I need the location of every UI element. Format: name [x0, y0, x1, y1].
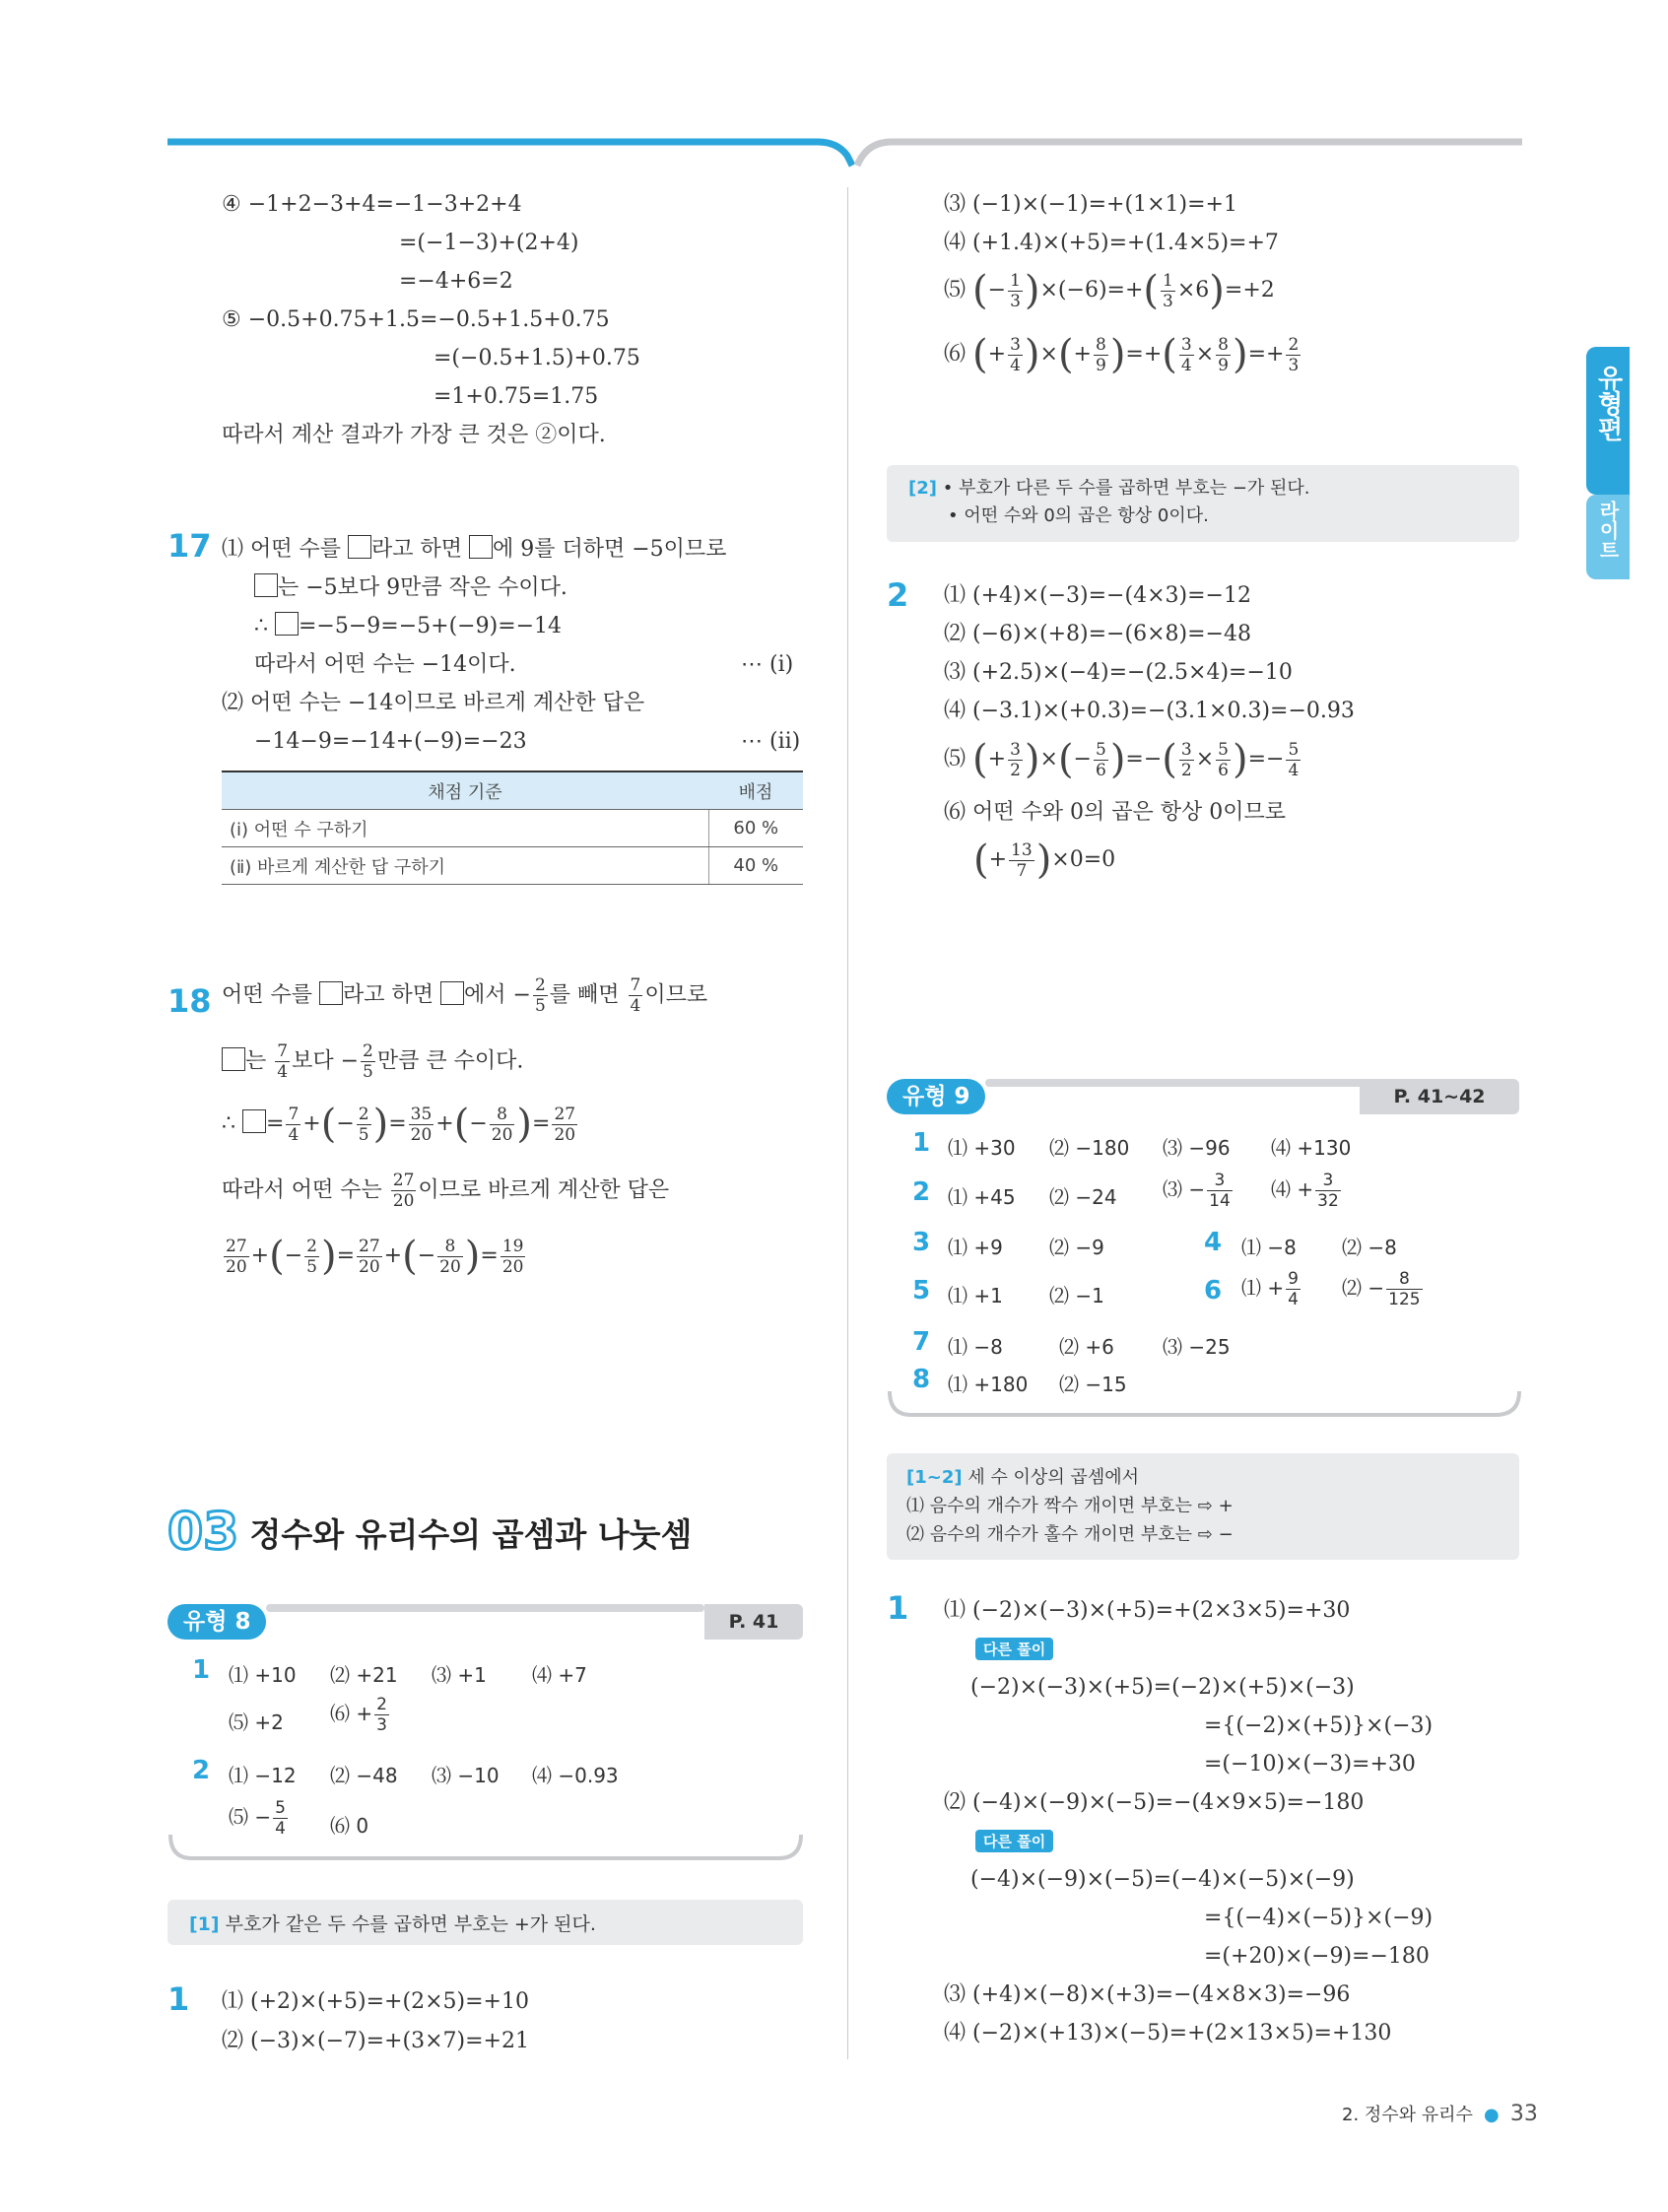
side-tab-type-label: 유형편 [1593, 365, 1623, 441]
answer: ⑵ +6 [1059, 1335, 1114, 1359]
problem-number: 17 [167, 527, 212, 565]
line: =(−10)×(−3)=+30 [1204, 1752, 1416, 1776]
type-8-bottom-bracket [167, 1835, 804, 1864]
line: ⑶ (+4)×(−8)×(+3)=−(4×8×3)=−96 [944, 1982, 1351, 2007]
blank-box [348, 535, 371, 559]
line: ⑶ (+2.5)×(−4)=−(2.5×4)=−10 [944, 660, 1293, 685]
section-number: 03 [167, 1503, 239, 1562]
answer: ⑵ −15 [1059, 1373, 1127, 1396]
line: ⑵ (−4)×(−9)×(−5)=−(4×9×5)=−180 [944, 1790, 1365, 1815]
line: 따라서 계산 결과가 가장 큰 것은 ②이다. [222, 423, 606, 447]
answer: ⑶ − $\frac{3}{14}$ [1163, 1171, 1231, 1211]
answer: ⑶ −25 [1163, 1335, 1231, 1359]
blank-box [469, 535, 493, 559]
tip-tag: [1~2] [906, 1467, 963, 1488]
side-tab-light-label: 라이트 [1596, 501, 1620, 560]
line: ⑵ (−3)×(−7)=+(3×7)=+21 [222, 2029, 529, 2053]
section-title: 정수와 유리수의 곱셈과 나눗셈 [249, 1514, 693, 1554]
answer: ⑶ +1 [432, 1663, 487, 1687]
answer-number: 5 [912, 1276, 931, 1306]
line: ⑴ (+4)×(−3)=−(4×3)=−12 [944, 583, 1251, 608]
blank-box [275, 612, 299, 636]
blank-box [440, 981, 464, 1005]
line: ⑷ (−2)×(+13)×(−5)=+(2×13×5)=+130 [944, 2021, 1392, 2045]
table-cell: (ⅰ) 어떤 수 구하기 [222, 810, 708, 847]
line: =(+20)×(−9)=−180 [1204, 1944, 1430, 1969]
equation-line: ⑸ (− $\frac{1}{3}$ )×(−6)=+( $\frac{1}{3}$ ×6)=+2 [944, 268, 1275, 313]
step-marker: ⋯ (ⅱ) [741, 729, 801, 754]
tip-box-2 [887, 465, 1519, 542]
answer-number: 2 [192, 1756, 211, 1785]
answer: ⑶ −96 [1163, 1136, 1231, 1160]
answer: ⑴ +9 [948, 1236, 1003, 1259]
line: ⑷ (−3.1)×(+0.3)=−(3.1×0.3)=−0.93 [944, 699, 1355, 723]
answer: ⑴ −8 [1241, 1236, 1297, 1259]
answer: ⑸ +2 [229, 1710, 284, 1734]
tip-tag: [2] [908, 478, 937, 499]
tip-text: 세 수 이상의 곱셈에서 [967, 1467, 1139, 1488]
equation-line: $\frac{27}{20}$ +(− $\frac{2}{5}$ )= $\frac{27}{20}$ +(− $\frac{8}{20}$ )= $\frac{19}{20}$ [226, 1234, 524, 1279]
tip-tag: [1] [189, 1913, 220, 1935]
answer-number: 4 [1204, 1228, 1223, 1257]
answer-number: 1 [912, 1128, 931, 1158]
answer: ⑵ −24 [1049, 1185, 1117, 1209]
answer: ⑶ −10 [432, 1764, 500, 1787]
blank-box [242, 1109, 266, 1133]
alt-solution-tag: 다른 풀이 [975, 1830, 1053, 1852]
blank-box [222, 1047, 245, 1071]
blank-box [254, 573, 278, 597]
type-badge: 유형 9 [887, 1079, 985, 1114]
tip-text: 부호가 같은 두 수를 곱하면 부호는 +가 된다. [225, 1913, 596, 1935]
tip-text: ⑵ 음수의 개수가 홀수 개이면 부호는 ⇨ − [906, 1524, 1234, 1545]
line: ⑹ 어떤 수와 0의 곱은 항상 0이므로 [944, 800, 1286, 825]
problem-number: 18 [167, 982, 212, 1020]
equation-line: ⑹ (+ $\frac{3}{4}$ )×(+ $\frac{8}{9}$ )=+( $\frac{3}{4}$ × $\frac{8}{9}$ )=+ $\frac{2}{3}$ [944, 332, 1300, 377]
line: ={(−4)×(−5)}×(−9) [1204, 1906, 1434, 1930]
line: ⑵ (−6)×(+8)=−(6×8)=−48 [944, 622, 1251, 646]
line: ⑴ 어떤 수를 라고 하면 에 9를 더하면 −5이므로 [222, 537, 727, 562]
answer: ⑴ +10 [229, 1663, 297, 1687]
tip-text: ⑴ 음수의 개수가 짝수 개이면 부호는 ⇨ + [906, 1496, 1234, 1516]
tip-text: • 부호가 다른 두 수를 곱하면 부호는 −가 된다. [942, 478, 1310, 499]
line: =1+0.75=1.75 [434, 384, 599, 409]
page-number: 33 [1509, 2102, 1538, 2126]
table-header: 배점 [708, 771, 803, 810]
answer: ⑵ −180 [1049, 1136, 1130, 1160]
answer: ⑵ − $\frac{8}{125}$ [1342, 1269, 1421, 1309]
tip-text: • 어떤 수와 0의 곱은 항상 0이다. [948, 505, 1209, 526]
problem-number: 1 [887, 1589, 909, 1627]
type-9-bottom-bracket [887, 1391, 1523, 1421]
answer-number: 7 [912, 1327, 931, 1357]
answer: ⑵ +21 [330, 1663, 398, 1687]
table-cell: 60 % [708, 810, 803, 847]
footer-chapter: 2. 정수와 유리수 [1342, 2105, 1473, 2125]
section-heading [167, 1503, 692, 1562]
tip-box-1 [167, 1900, 803, 1945]
page-reference: P. 41 [704, 1604, 803, 1640]
answer: ⑸ − $\frac{5}{4}$ [229, 1798, 286, 1839]
tip-box-3 [887, 1453, 1519, 1560]
column-divider [847, 187, 848, 2059]
side-tab-type[interactable] [1586, 347, 1630, 495]
answer: ⑷ +7 [532, 1663, 587, 1687]
line: ④ −1+2−3+4=−1−3+2+4 [222, 192, 522, 217]
blank-box [319, 981, 343, 1005]
problem-number: 2 [887, 576, 909, 614]
type-8-header [167, 1604, 803, 1640]
answer: ⑷ +130 [1271, 1136, 1352, 1160]
answer: ⑷ + $\frac{3}{32}$ [1271, 1171, 1339, 1211]
answer: ⑴ −12 [229, 1764, 297, 1787]
table-header: 채점 기준 [222, 771, 708, 810]
equation-line: ⑸ (+ $\frac{3}{2}$ )×(− $\frac{5}{6}$ )=−( $\frac{3}{2}$ × $\frac{5}{6}$ )=− $\frac{5}{4}$ [944, 737, 1300, 782]
footer-dot: ● [1484, 2105, 1500, 2125]
page-reference: P. 41~42 [1360, 1079, 1519, 1114]
line: (−4)×(−9)×(−5)=(−4)×(−5)×(−9) [970, 1867, 1355, 1892]
problem-number: 1 [167, 1980, 190, 2018]
line: =−4+6=2 [399, 269, 513, 294]
scoring-table [222, 771, 803, 885]
table-cell: 40 % [708, 847, 803, 885]
line: 는 −5보다 9만큼 작은 수이다. [254, 569, 567, 608]
answer: ⑹ + $\frac{2}{3}$ [330, 1695, 387, 1735]
type-badge: 유형 8 [167, 1604, 266, 1640]
answer: ⑵ −9 [1049, 1236, 1104, 1259]
header-decoration [167, 136, 1522, 175]
line: −14−9=−14+(−9)=−23 [254, 729, 527, 754]
equation-line: ∴ = $\frac{7}{4}$ +(− $\frac{2}{5}$ )= $\frac{35}{20}$ +(− $\frac{8}{20}$ )= $\frac{27}{20}$ [222, 1102, 576, 1147]
answer-number: 2 [912, 1177, 931, 1207]
line: (−2)×(−3)×(+5)=(−2)×(+5)×(−3) [970, 1675, 1355, 1700]
answer: ⑵ −48 [330, 1764, 398, 1787]
line: 따라서 어떤 수는 $\frac{27}{20}$ 이므로 바르게 계산한 답은 [222, 1171, 670, 1211]
answer-number: 8 [912, 1365, 931, 1394]
answer: ⑴ +1 [948, 1284, 1003, 1307]
line: ⑵ 어떤 수는 −14이므로 바르게 계산한 답은 [222, 691, 645, 715]
side-tab-light[interactable] [1586, 495, 1630, 579]
line: ∴ =−5−9=−5+(−9)=−14 [254, 614, 563, 638]
page-footer [1342, 2101, 1538, 2126]
answer: ⑷ −0.93 [532, 1764, 619, 1787]
step-marker: ⋯ (ⅰ) [741, 652, 794, 677]
table-cell: (ⅱ) 바르게 계산한 답 구하기 [222, 847, 708, 885]
line: ⑤ −0.5+0.75+1.5=−0.5+1.5+0.75 [222, 307, 610, 332]
line: ={(−2)×(+5)}×(−3) [1204, 1713, 1434, 1738]
equation-line: (+ $\frac{13}{7}$ )×0=0 [973, 838, 1116, 883]
alt-solution-tag: 다른 풀이 [975, 1638, 1053, 1660]
answer: ⑴ +45 [948, 1185, 1016, 1209]
line: ⑷ (+1.4)×(+5)=+(1.4×5)=+7 [944, 231, 1279, 255]
line: 는 $\frac{7}{4}$ 보다 − $\frac{2}{5}$ 만큼 큰 수이다. [222, 1041, 523, 1082]
answer: ⑴ −8 [948, 1335, 1003, 1359]
answer: ⑵ −1 [1049, 1284, 1104, 1307]
line: 따라서 어떤 수는 −14이다. [254, 652, 516, 677]
line: 어떤 수를 라고 하면 에서 − $\frac{2}{5}$ 를 빼면 $\frac{7}{4}$ 이므로 [222, 975, 708, 1016]
answer: ⑹ 0 [330, 1814, 369, 1838]
answer: ⑴ + $\frac{9}{4}$ [1241, 1269, 1299, 1309]
answer: ⑵ −8 [1342, 1236, 1397, 1259]
line: =(−1−3)+(2+4) [399, 231, 579, 255]
line: ⑴ (−2)×(−3)×(+5)=+(2×3×5)=+30 [944, 1598, 1351, 1623]
line: ⑴ (+2)×(+5)=+(2×5)=+10 [222, 1989, 529, 2014]
line: ⑶ (−1)×(−1)=+(1×1)=+1 [944, 192, 1237, 217]
answer: ⑴ +30 [948, 1136, 1016, 1160]
line: =(−0.5+1.5)+0.75 [434, 346, 640, 370]
answer: ⑴ +180 [948, 1373, 1029, 1396]
type-9-header [887, 1079, 1519, 1114]
answer-number: 6 [1204, 1276, 1223, 1306]
answer-number: 3 [912, 1228, 931, 1257]
answer-number: 1 [192, 1655, 211, 1685]
